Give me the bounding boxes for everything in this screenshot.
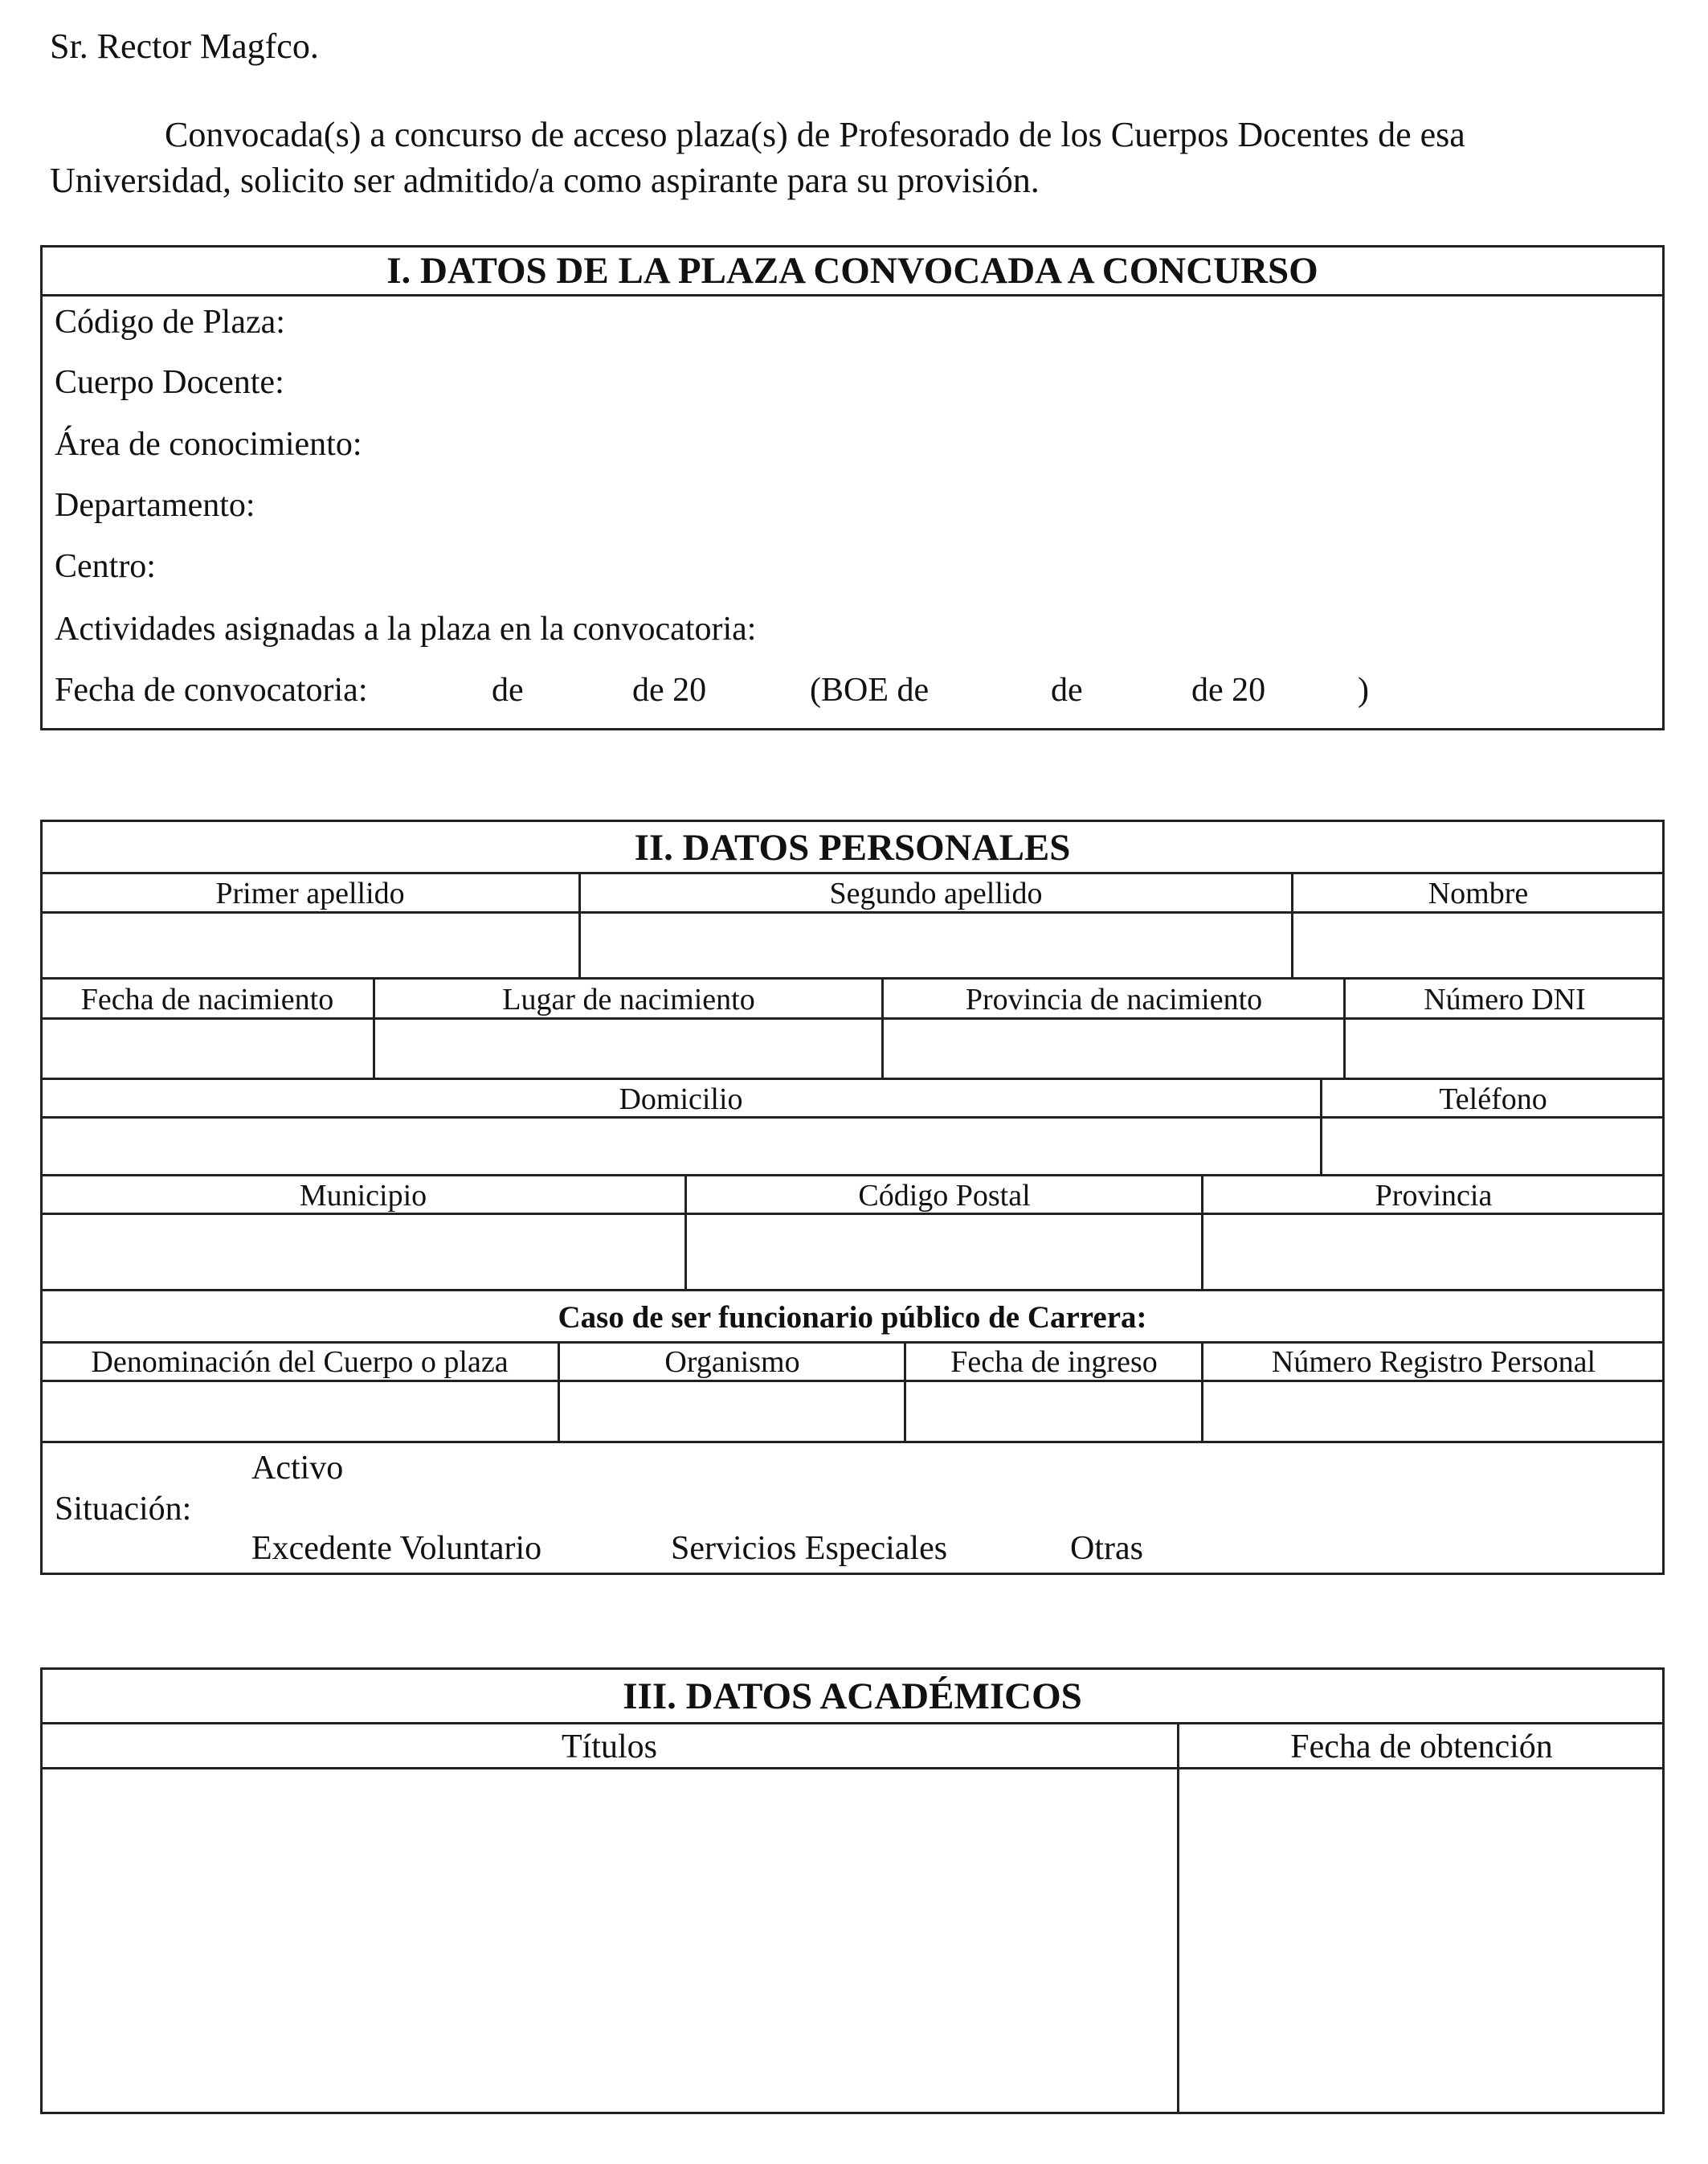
section-plaza-title: I. DATOS DE LA PLAZA CONVOCADA A CONCURSO xyxy=(386,250,1318,292)
field-fecha-convocatoria: Fecha de convocatoria: xyxy=(55,672,368,709)
field-centro: Centro: xyxy=(55,548,156,585)
input-fecha-ingreso[interactable] xyxy=(906,1382,1201,1441)
header-primer-apellido: Primer apellido xyxy=(215,877,405,910)
input-primer-apellido[interactable] xyxy=(43,914,578,977)
input-provincia[interactable] xyxy=(1203,1215,1662,1289)
salutation: Sr. Rector Magfco. xyxy=(50,27,319,66)
header-organismo: Organismo xyxy=(664,1345,800,1379)
fecha-de20-1: de 20 xyxy=(632,672,707,709)
header-provincia: Provincia xyxy=(1375,1179,1493,1213)
divider xyxy=(40,1441,1665,1443)
divider xyxy=(40,1341,1665,1344)
divider xyxy=(40,1289,1665,1291)
input-telefono[interactable] xyxy=(1322,1119,1662,1174)
input-municipio[interactable] xyxy=(43,1215,684,1289)
section-academicos-title: III. DATOS ACADÉMICOS xyxy=(623,1675,1082,1717)
divider xyxy=(40,1078,1665,1080)
divider xyxy=(40,294,1665,297)
field-actividades: Actividades asignadas a la plaza en la convocatoria: xyxy=(55,611,757,648)
fecha-boe: (BOE de xyxy=(810,672,930,709)
header-lugar-nacimiento: Lugar de nacimiento xyxy=(502,983,755,1017)
header-denominacion-cuerpo: Denominación del Cuerpo o plaza xyxy=(91,1345,509,1379)
header-numero-registro: Número Registro Personal xyxy=(1271,1345,1596,1379)
header-provincia-nacimiento: Provincia de nacimiento xyxy=(965,983,1263,1017)
input-titulos[interactable] xyxy=(43,1769,1177,2112)
input-provincia-nacimiento[interactable] xyxy=(884,1020,1343,1078)
section-personales-title: II. DATOS PERSONALES xyxy=(634,827,1071,869)
intro-line-1: Convocada(s) a concurso de acceso plaza(s) de Profesorado de los Cuerpos Docentes de esa xyxy=(165,115,1465,154)
header-titulos: Títulos xyxy=(561,1728,657,1765)
situacion-activo[interactable]: Activo xyxy=(251,1450,344,1487)
input-fecha-nacimiento[interactable] xyxy=(43,1020,373,1078)
fecha-de-2: de xyxy=(1051,672,1083,709)
intro-line-2: Universidad, solicito ser admitido/a como aspirante para su provisión. xyxy=(50,161,1040,200)
header-telefono: Teléfono xyxy=(1439,1082,1547,1116)
input-numero-registro[interactable] xyxy=(1203,1382,1662,1441)
divider xyxy=(40,977,1665,980)
input-organismo[interactable] xyxy=(560,1382,904,1441)
header-nombre: Nombre xyxy=(1428,877,1529,910)
header-domicilio: Domicilio xyxy=(619,1082,743,1116)
input-fecha-obtencion[interactable] xyxy=(1179,1769,1662,2112)
divider xyxy=(40,1174,1665,1176)
field-departamento: Departamento: xyxy=(55,487,255,524)
situacion-otras[interactable]: Otras xyxy=(1070,1530,1143,1567)
input-denominacion-cuerpo[interactable] xyxy=(43,1382,558,1441)
input-segundo-apellido[interactable] xyxy=(581,914,1291,977)
fecha-de-1: de xyxy=(492,672,524,709)
funcionario-title: Caso de ser funcionario público de Carrera: xyxy=(558,1300,1147,1335)
header-municipio: Municipio xyxy=(299,1179,427,1213)
situacion-servicios-especiales[interactable]: Servicios Especiales xyxy=(671,1530,948,1567)
input-codigo-postal[interactable] xyxy=(687,1215,1201,1289)
header-codigo-postal: Código Postal xyxy=(858,1179,1031,1213)
header-segundo-apellido: Segundo apellido xyxy=(829,877,1043,910)
situacion-label: Situación: xyxy=(55,1491,192,1528)
divider xyxy=(40,872,1665,874)
field-area-conocimiento: Área de conocimiento: xyxy=(55,426,362,463)
input-numero-dni[interactable] xyxy=(1346,1020,1662,1078)
situacion-excedente[interactable]: Excedente Voluntario xyxy=(251,1530,542,1567)
header-fecha-nacimiento: Fecha de nacimiento xyxy=(80,983,334,1017)
field-cuerpo-docente: Cuerpo Docente: xyxy=(55,364,284,401)
input-lugar-nacimiento[interactable] xyxy=(375,1020,881,1078)
divider xyxy=(40,1722,1665,1724)
header-fecha-ingreso: Fecha de ingreso xyxy=(950,1345,1158,1379)
fecha-de20-2: de 20 xyxy=(1191,672,1266,709)
fecha-close-paren: ) xyxy=(1358,672,1369,709)
header-fecha-obtencion: Fecha de obtención xyxy=(1290,1728,1553,1765)
input-nombre[interactable] xyxy=(1293,914,1662,977)
input-domicilio[interactable] xyxy=(43,1119,1320,1174)
header-numero-dni: Número DNI xyxy=(1424,983,1586,1017)
field-codigo-plaza: Código de Plaza: xyxy=(55,304,285,341)
